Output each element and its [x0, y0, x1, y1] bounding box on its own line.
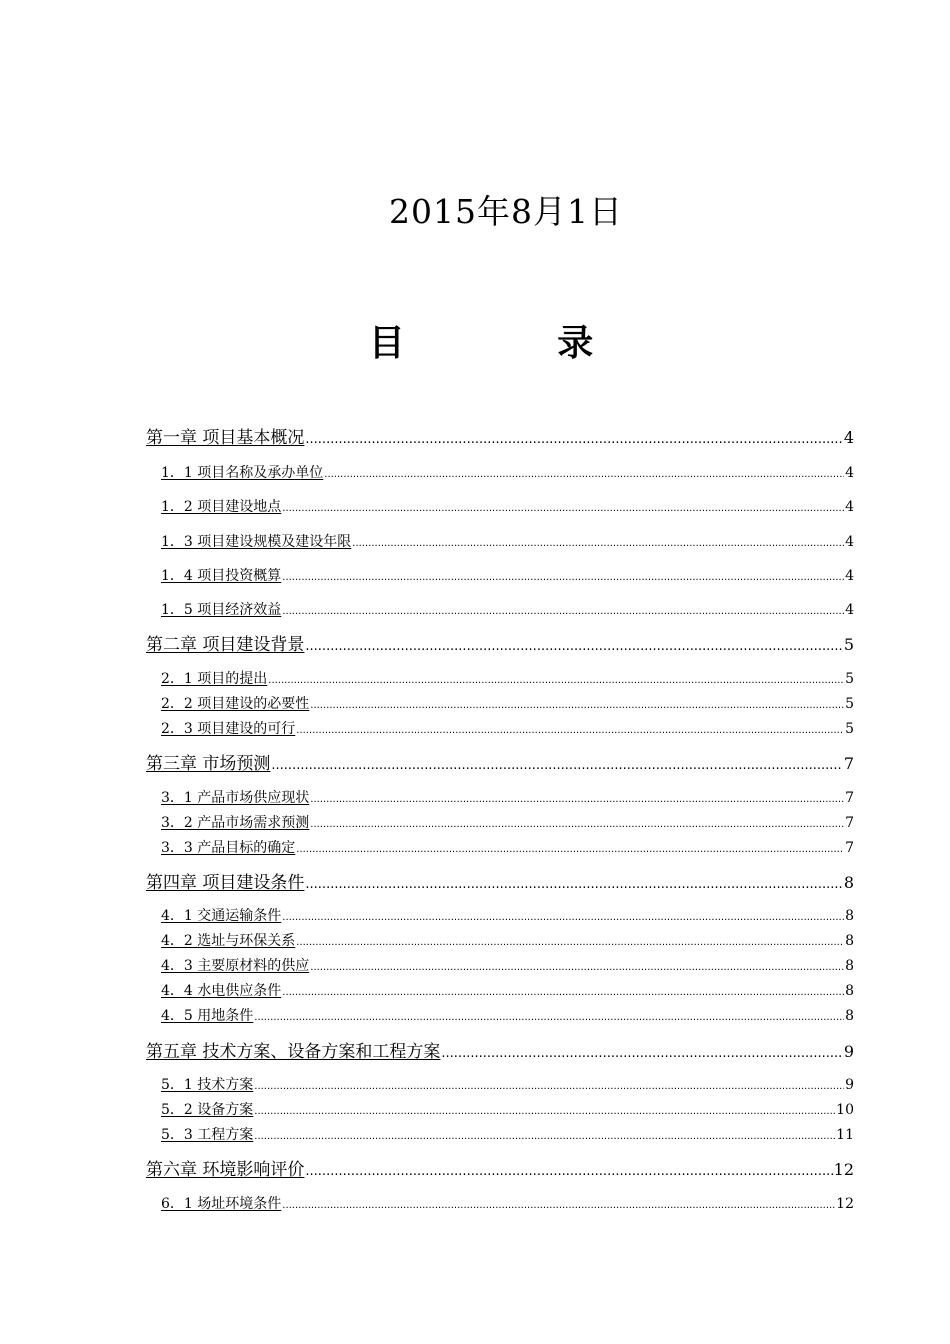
dot-leader	[296, 840, 844, 860]
toc-page-number: 12	[833, 1160, 854, 1179]
toc-section-entry[interactable]	[161, 981, 854, 1001]
toc-section-entry[interactable]	[161, 497, 854, 517]
toc-entry-label[interactable]: 1．1 项目名称及承办单位	[161, 465, 324, 481]
toc-entry-label[interactable]: 第五章 技术方案、设备方案和工程方案	[146, 1042, 441, 1062]
dot-leader	[305, 1160, 832, 1184]
toc-entry-label[interactable]: 4．3 主要原材料的供应	[161, 958, 310, 974]
dot-leader	[282, 568, 844, 588]
toc-entry-label[interactable]: 第三章 市场预测	[146, 754, 271, 774]
toc-entry-label[interactable]: 4．1 交通运输条件	[161, 908, 282, 924]
toc-section-entry[interactable]	[161, 463, 854, 483]
toc-section-entry[interactable]	[161, 600, 854, 620]
toc-entry-label[interactable]: 5．3 工程方案	[161, 1127, 254, 1143]
toc-chapter-entry[interactable]	[146, 426, 854, 450]
toc-page-number: 4	[845, 499, 854, 515]
toc-section-entry[interactable]	[161, 788, 854, 808]
toc-page-number: 8	[845, 1008, 854, 1024]
dot-leader	[268, 671, 844, 691]
toc-entry-label[interactable]: 5．2 设备方案	[161, 1102, 254, 1118]
dot-leader	[310, 958, 844, 978]
toc-section-entry[interactable]	[161, 813, 854, 833]
toc-page-number: 11	[836, 1127, 854, 1143]
toc-chapter-entry[interactable]	[146, 752, 854, 776]
toc-section-entry[interactable]	[161, 669, 854, 689]
toc-section-entry[interactable]	[161, 931, 854, 951]
toc-entry-label[interactable]: 1．5 项目经济效益	[161, 602, 282, 618]
dot-leader	[282, 499, 844, 519]
toc-page-number: 7	[845, 815, 854, 831]
dot-leader	[310, 815, 844, 835]
toc-chapter-entry[interactable]	[146, 871, 854, 895]
toc-entry-label[interactable]: 第四章 项目建设条件	[146, 873, 305, 893]
toc-entry-label[interactable]: 1．3 项目建设规模及建设年限	[161, 534, 352, 550]
dot-leader	[282, 983, 844, 1003]
toc-page-number: 4	[845, 465, 854, 481]
dot-leader	[305, 873, 842, 897]
toc-chapter-entry[interactable]	[146, 1040, 854, 1064]
toc-page-number: 5	[845, 696, 854, 712]
toc-section-entry[interactable]	[161, 906, 854, 926]
toc-page-number: 8	[843, 873, 854, 892]
toc-chapter-entry[interactable]	[146, 1158, 854, 1182]
dot-leader	[254, 1102, 835, 1122]
toc-page-number: 8	[845, 958, 854, 974]
toc-section-entry[interactable]	[161, 566, 854, 586]
toc-entry-label[interactable]: 第二章 项目建设背景	[146, 635, 305, 655]
toc-section-entry[interactable]	[161, 1075, 854, 1095]
toc-entry-label[interactable]: 2．3 项目建设的可行	[161, 721, 296, 737]
dot-leader	[254, 1008, 844, 1028]
toc-entry-label[interactable]: 1．4 项目投资概算	[161, 568, 282, 584]
toc-section-entry[interactable]	[161, 532, 854, 552]
toc-entry-label[interactable]: 3．1 产品市场供应现状	[161, 790, 310, 806]
toc-page-number: 7	[843, 754, 854, 773]
dot-leader	[271, 754, 842, 778]
toc-entry-label[interactable]: 4．2 选址与环保关系	[161, 933, 296, 949]
dot-leader	[324, 465, 844, 485]
dot-leader	[282, 1196, 835, 1216]
toc-entry-label[interactable]: 2．1 项目的提出	[161, 671, 268, 687]
dot-leader	[254, 1077, 844, 1097]
toc-section-entry[interactable]	[161, 719, 854, 739]
toc-entry-label[interactable]: 3．2 产品市场需求预测	[161, 815, 310, 831]
dot-leader	[310, 790, 844, 810]
toc-page-number: 4	[845, 602, 854, 618]
toc-section-entry[interactable]	[161, 694, 854, 714]
dot-leader	[282, 908, 844, 928]
dot-leader	[441, 1042, 842, 1066]
toc-entry-label[interactable]: 6．1 场址环境条件	[161, 1196, 282, 1212]
toc-entry-label[interactable]: 5．1 技术方案	[161, 1077, 254, 1093]
toc-page-number: 5	[845, 671, 854, 687]
toc-page-number: 8	[845, 983, 854, 999]
toc-page-number: 7	[845, 790, 854, 806]
toc-chapter-entry[interactable]	[146, 633, 854, 657]
dot-leader	[296, 721, 844, 741]
toc-page-number: 8	[845, 908, 854, 924]
dot-leader	[352, 534, 844, 554]
toc-section-entry[interactable]	[161, 838, 854, 858]
toc-entry-label[interactable]: 3．3 产品目标的确定	[161, 840, 296, 856]
toc-page-number: 9	[843, 1042, 854, 1061]
toc-entry-label[interactable]: 2．2 项目建设的必要性	[161, 696, 310, 712]
toc-section-entry[interactable]	[161, 956, 854, 976]
dot-leader	[282, 602, 844, 622]
dot-leader	[310, 696, 844, 716]
document-date: 2015年8月1日	[389, 192, 623, 231]
toc-section-entry[interactable]	[161, 1125, 854, 1145]
toc-page-number: 7	[845, 840, 854, 856]
toc-entry-label[interactable]: 4．4 水电供应条件	[161, 983, 282, 999]
toc-section-entry[interactable]	[161, 1100, 854, 1120]
toc-page-number: 4	[845, 534, 854, 550]
toc-section-entry[interactable]	[161, 1194, 854, 1214]
toc-entry-label[interactable]: 1．2 项目建设地点	[161, 499, 282, 515]
toc-page-number: 10	[836, 1102, 854, 1118]
toc-page-number: 8	[845, 933, 854, 949]
toc-page-number: 5	[843, 635, 854, 654]
dot-leader	[296, 933, 844, 953]
dot-leader	[305, 428, 842, 452]
toc-page-number: 5	[845, 721, 854, 737]
toc-entry-label[interactable]: 第六章 环境影响评价	[146, 1160, 305, 1180]
toc-entry-label[interactable]: 第一章 项目基本概况	[146, 428, 305, 448]
dot-leader	[254, 1127, 835, 1147]
toc-entry-label[interactable]: 4．5 用地条件	[161, 1008, 254, 1024]
toc-page-number: 9	[845, 1077, 854, 1093]
toc-section-entry[interactable]	[161, 1006, 854, 1026]
toc-page-number: 4	[845, 568, 854, 584]
toc-title: 目 录	[368, 323, 664, 364]
toc-page-number: 12	[836, 1196, 854, 1212]
toc-page-number: 4	[843, 428, 854, 447]
dot-leader	[305, 635, 842, 659]
